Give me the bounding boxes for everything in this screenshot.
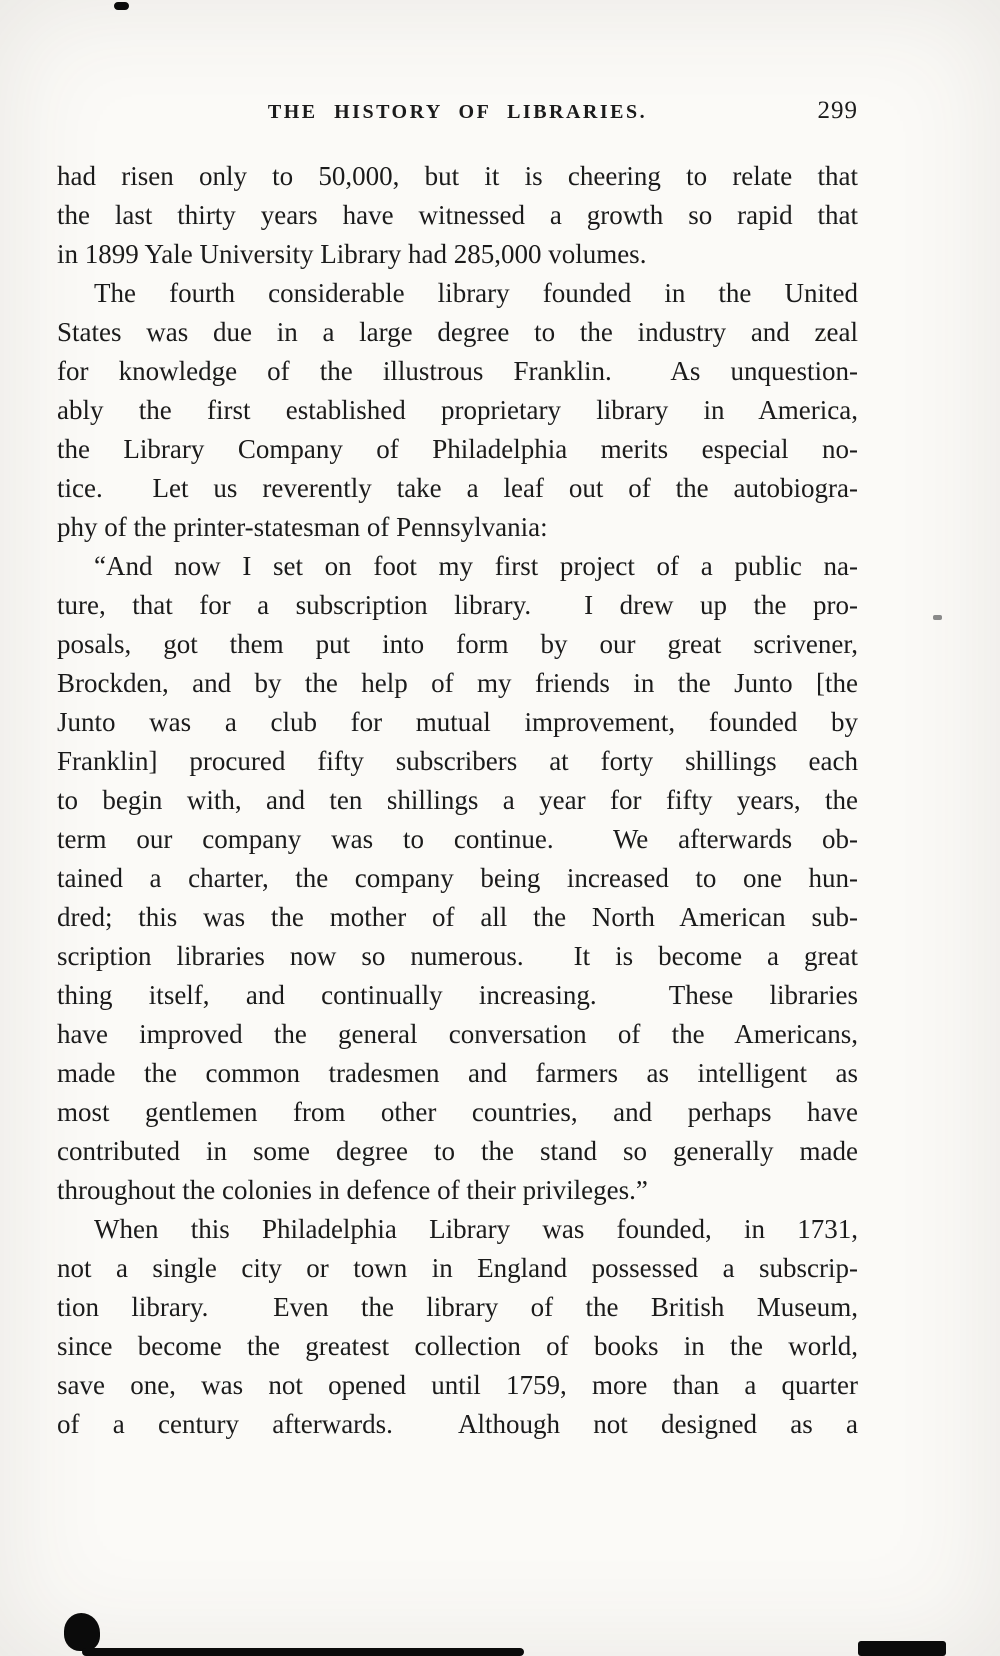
text-line: term our company was to continue. We afterwards ob- (57, 824, 858, 854)
text-line: thing itself, and continually increasing. These libraries (57, 980, 858, 1010)
text-line: ably the first established proprietary library in America, (57, 395, 858, 425)
scan-artifact (933, 615, 942, 620)
page-header (57, 99, 858, 131)
text-line: The fourth considerable library founded in the United (94, 278, 858, 308)
text-line: tained a charter, the company being increased to one hun- (57, 863, 858, 893)
text-line: most gentlemen from other countries, and perhaps have (57, 1097, 858, 1127)
text-line: not a single city or town in England possessed a subscrip- (57, 1253, 858, 1283)
text-line: tice. Let us reverently take a leaf out of the autobiogra- (57, 473, 858, 503)
text-line: States was due in a large degree to the industry and zeal (57, 317, 858, 347)
text-line: to begin with, and ten shillings a year for fifty years, the (57, 785, 858, 815)
text-line: throughout the colonies in defence of their privileges.” (57, 1175, 648, 1205)
text-line: dred; this was the mother of all the North American sub- (57, 902, 858, 932)
text-line: Brockden, and by the help of my friends in the Junto [the (57, 668, 858, 698)
paragraph-franklin (57, 274, 858, 547)
page-body (57, 157, 858, 1444)
text-line: ture, that for a subscription library. I drew up the pro- (57, 590, 858, 620)
text-line: of a century afterwards. Although not designed as a (57, 1409, 858, 1439)
text-line: in 1899 Yale University Library had 285,000 volumes. (57, 239, 647, 269)
text-line: Junto was a club for mutual improvement, founded by (57, 707, 858, 737)
text-line: Franklin] procured fifty subscribers at forty shillings each (57, 746, 858, 776)
text-line: phy of the printer-statesman of Pennsylvania: (57, 512, 548, 542)
text-line: contributed in some degree to the stand so generally made (57, 1136, 858, 1166)
text-line: for knowledge of the illustrous Franklin. As unquestion- (57, 356, 858, 386)
paragraph-autobiography-quote (57, 547, 858, 1210)
text-line: tion library. Even the library of the British Museum, (57, 1292, 858, 1322)
text-line: posals, got them put into form by our great scrivener, (57, 629, 858, 659)
page-number: 299 (817, 97, 858, 124)
text-line: had risen only to 50,000, but it is cheering to relate that (57, 161, 858, 191)
text-line: since become the greatest collection of books in the world, (57, 1331, 858, 1361)
text-line: When this Philadelphia Library was founded, in 1731, (94, 1214, 858, 1244)
text-line: made the common tradesmen and farmers as intelligent as (57, 1058, 858, 1088)
text-line: scription libraries now so numerous. It is become a great (57, 941, 858, 971)
text-line: have improved the general conversation of the Americans, (57, 1019, 858, 1049)
text-line: the last thirty years have witnessed a growth so rapid that (57, 200, 858, 230)
scan-artifact (82, 1648, 524, 1656)
text-line: save one, was not opened until 1759, more than a quarter (57, 1370, 858, 1400)
scan-artifact (114, 2, 129, 10)
paragraph-continuation (57, 157, 858, 274)
paragraph-philadelphia-library (57, 1210, 858, 1444)
scan-artifact (858, 1641, 946, 1656)
running-head: THE HISTORY OF LIBRARIES. (267, 101, 648, 123)
scan-artifact (64, 1613, 100, 1651)
text-line: “And now I set on foot my first project of a public na- (94, 551, 858, 581)
text-line: the Library Company of Philadelphia merits especial no- (57, 434, 858, 464)
